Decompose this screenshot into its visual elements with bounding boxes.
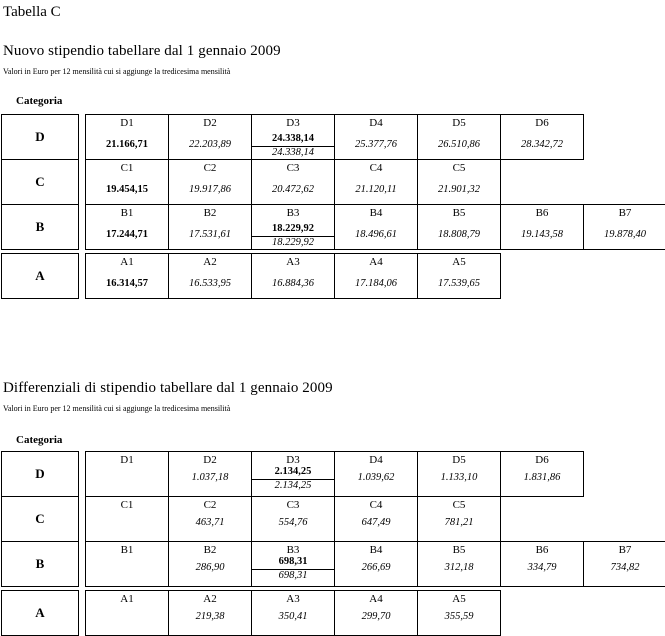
grade-cell-b4 (334, 541, 418, 587)
grade-code: C4 (369, 162, 383, 174)
grade-value-lower: 2.134,25 (274, 480, 312, 491)
grade-cell-c4 (334, 496, 418, 542)
grade-value: 25.377,76 (355, 139, 397, 150)
table1-note: Valori in Euro per 12 mensilità cui si aggiunge la tredicesima mensilità (3, 67, 231, 76)
grade-cell-d6 (500, 451, 584, 497)
grade-code: C2 (203, 162, 217, 174)
grade-code: B6 (535, 207, 549, 219)
grade-cell-b5 (417, 204, 501, 250)
grade-cell-a2 (168, 590, 252, 636)
grade-value: 554,76 (278, 517, 308, 528)
grade-code: C1 (120, 499, 134, 511)
grade-cell-b2 (168, 204, 252, 250)
table1-title: Nuovo stipendio tabellare dal 1 gennaio 2009 (3, 43, 281, 59)
grade-code: B7 (618, 207, 632, 219)
grade-cell-c5 (417, 159, 501, 205)
grade-cell-b5 (417, 541, 501, 587)
grade-cell-d4 (334, 451, 418, 497)
grade-code: B1 (120, 544, 134, 556)
grade-code: C5 (452, 162, 466, 174)
grade-code: B5 (452, 207, 466, 219)
grade-value: 647,49 (361, 517, 391, 528)
grade-code: C3 (286, 162, 300, 174)
grade-cell-d5 (417, 114, 501, 160)
grade-cell-a1 (85, 253, 169, 299)
grade-code: C5 (452, 499, 466, 511)
grade-cell-d2 (168, 114, 252, 160)
grade-value: 1.831,86 (523, 472, 561, 483)
category-letter-c: C (1, 496, 79, 542)
grade-code: A5 (452, 593, 466, 605)
grade-value: 1.037,18 (191, 472, 229, 483)
grade-code: B5 (452, 544, 466, 556)
grade-code: D1 (120, 117, 134, 129)
page-title: Tabella C (3, 4, 61, 20)
grade-value: 19.143,58 (521, 229, 563, 240)
grade-code: A4 (369, 256, 383, 268)
grade-code: A1 (120, 593, 134, 605)
grade-code: D2 (203, 117, 217, 129)
grade-cell-d4 (334, 114, 418, 160)
grade-value: 266,69 (361, 562, 391, 573)
grade-value: 355,59 (444, 611, 474, 622)
grade-code: D4 (369, 454, 383, 466)
grade-value-lower: 698,31 (278, 570, 308, 581)
grade-code: D6 (535, 454, 549, 466)
grade-code: B6 (535, 544, 549, 556)
grade-cell-b6 (500, 204, 584, 250)
grade-code: A3 (286, 256, 300, 268)
grade-code: B2 (203, 544, 217, 556)
grade-cell-a3 (251, 253, 335, 299)
grade-code: B3 (286, 544, 300, 556)
grade-cell-b7 (583, 541, 665, 587)
grade-value-upper: 2.134,25 (274, 466, 312, 477)
grade-cell-c5 (417, 496, 501, 542)
grade-value: 312,18 (444, 562, 474, 573)
grade-value: 734,82 (610, 562, 640, 573)
grade-value: 1.133,10 (440, 472, 478, 483)
grade-code: D1 (120, 454, 134, 466)
category-letter-c: C (1, 159, 79, 205)
grade-value: 21.120,11 (355, 184, 397, 195)
grade-value: 21.901,32 (438, 184, 480, 195)
grade-value-upper: 24.338,14 (272, 133, 314, 144)
grade-cell-d1 (85, 451, 169, 497)
grade-value: 19.917,86 (189, 184, 231, 195)
grade-code: A1 (120, 256, 134, 268)
grade-value: 19.878,40 (604, 229, 646, 240)
grade-value: 350,41 (278, 611, 308, 622)
grade-value-lower: 18.229,92 (272, 237, 314, 248)
grade-code: D3 (286, 117, 300, 129)
grade-cell-b1 (85, 204, 169, 250)
grade-value: 21.166,71 (106, 139, 148, 150)
grade-value: 18.496,61 (355, 229, 397, 240)
grade-value: 299,70 (361, 611, 391, 622)
grade-cell-c1 (85, 496, 169, 542)
table2-category-label: Categoria (16, 434, 63, 446)
grade-code: D4 (369, 117, 383, 129)
category-letter-a: A (1, 253, 79, 299)
grade-cell-b7 (583, 204, 665, 250)
grade-cell-a5 (417, 590, 501, 636)
grade-value-lower: 24.338,14 (272, 147, 314, 158)
grade-value: 781,21 (444, 517, 474, 528)
grade-value: 22.203,89 (189, 139, 231, 150)
grade-cell-a5 (417, 253, 501, 299)
grade-cell-c4 (334, 159, 418, 205)
grade-code: A2 (203, 256, 217, 268)
table2-note: Valori in Euro per 12 mensilità cui si aggiunge la tredicesima mensilità (3, 404, 231, 413)
grade-cell-b1 (85, 541, 169, 587)
grade-value: 286,90 (195, 562, 225, 573)
grade-value-upper: 18.229,92 (272, 223, 314, 234)
grade-code: A4 (369, 593, 383, 605)
grade-code: B7 (618, 544, 632, 556)
category-letter-d: D (1, 114, 79, 160)
grade-value: 16.314,57 (106, 278, 148, 289)
grade-code: A5 (452, 256, 466, 268)
category-letter-b: B (1, 204, 79, 250)
grade-value: 17.244,71 (106, 229, 148, 240)
grade-cell-a4 (334, 253, 418, 299)
grade-code: B3 (286, 207, 300, 219)
grade-cell-c3 (251, 159, 335, 205)
grade-cell-a3 (251, 590, 335, 636)
grade-cell-b2 (168, 541, 252, 587)
grade-value: 1.039,62 (357, 472, 395, 483)
grade-value: 20.472,62 (272, 184, 314, 195)
grade-cell-d3 (251, 114, 335, 160)
grade-code: D5 (452, 454, 466, 466)
grade-code: C1 (120, 162, 134, 174)
grade-code: B1 (120, 207, 134, 219)
table2-title: Differenziali di stipendio tabellare dal 1 gennaio 2009 (3, 380, 333, 396)
grade-value: 26.510,86 (438, 139, 480, 150)
grade-cell-a4 (334, 590, 418, 636)
grade-code: C3 (286, 499, 300, 511)
grade-value: 219,38 (195, 611, 225, 622)
grade-value: 18.808,79 (438, 229, 480, 240)
grade-value: 17.184,06 (355, 278, 397, 289)
grade-cell-c3 (251, 496, 335, 542)
grade-code: D2 (203, 454, 217, 466)
grade-value: 28.342,72 (521, 139, 563, 150)
grade-value: 17.531,61 (189, 229, 231, 240)
grade-cell-c2 (168, 159, 252, 205)
grade-cell-b6 (500, 541, 584, 587)
grade-value-upper: 698,31 (278, 556, 308, 567)
grade-code: B4 (369, 207, 383, 219)
grade-value: 16.533,95 (189, 278, 231, 289)
grade-code: C2 (203, 499, 217, 511)
grade-code: B2 (203, 207, 217, 219)
grade-code: D3 (286, 454, 300, 466)
grade-value: 334,79 (527, 562, 557, 573)
grade-code: D5 (452, 117, 466, 129)
grade-cell-b3 (251, 541, 335, 587)
grade-cell-a2 (168, 253, 252, 299)
grade-cell-d2 (168, 451, 252, 497)
grade-cell-d1 (85, 114, 169, 160)
grade-cell-d6 (500, 114, 584, 160)
grade-value: 17.539,65 (438, 278, 480, 289)
grade-value: 16.884,36 (272, 278, 314, 289)
grade-value: 19.454,15 (106, 184, 148, 195)
grade-value: 463,71 (195, 517, 225, 528)
category-letter-b: B (1, 541, 79, 587)
table1-category-label: Categoria (16, 95, 63, 107)
grade-code: A3 (286, 593, 300, 605)
grade-cell-d3 (251, 451, 335, 497)
category-letter-d: D (1, 451, 79, 497)
category-letter-a: A (1, 590, 79, 636)
grade-cell-c1 (85, 159, 169, 205)
grade-code: B4 (369, 544, 383, 556)
grade-cell-d5 (417, 451, 501, 497)
grade-code: C4 (369, 499, 383, 511)
grade-code: A2 (203, 593, 217, 605)
grade-cell-b4 (334, 204, 418, 250)
grade-code: D6 (535, 117, 549, 129)
grade-cell-c2 (168, 496, 252, 542)
grade-cell-b3 (251, 204, 335, 250)
grade-cell-a1 (85, 590, 169, 636)
